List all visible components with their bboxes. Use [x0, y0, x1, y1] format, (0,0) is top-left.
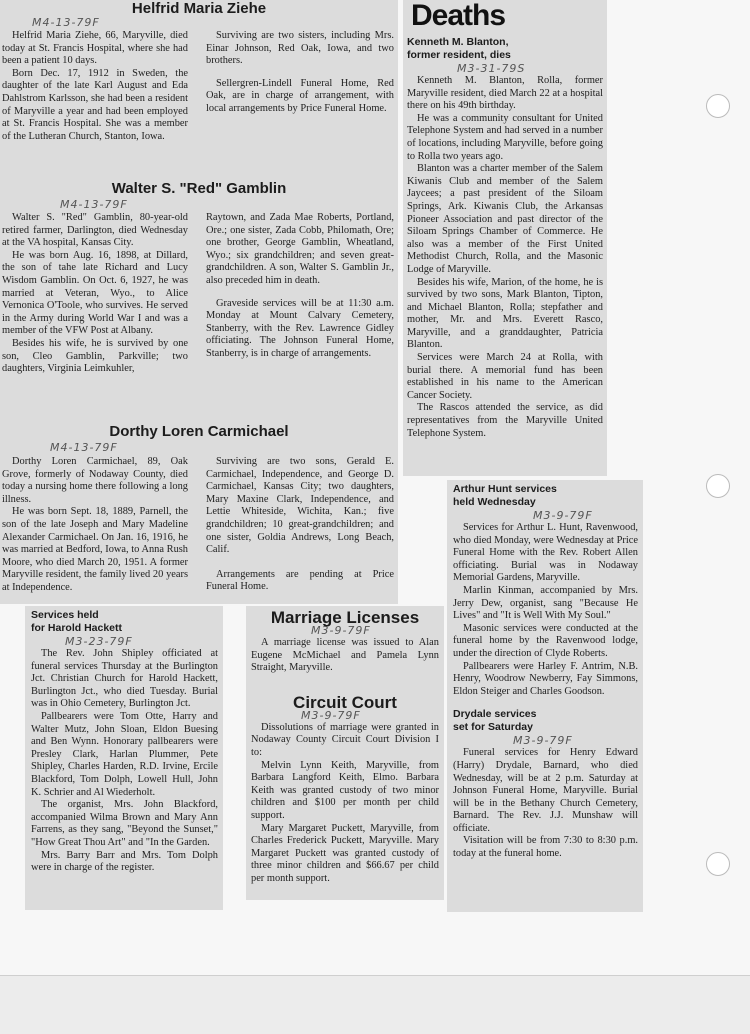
ziehe-right-column — [206, 30, 394, 116]
binder-hole-top — [706, 94, 730, 118]
gamblin-paragraph: Raytown, and Zada Mae Roberts, Portland, Ore.; one sister, Zada Cobb, Philomath, Ore; one brother, George Gamblin, Wheatland, Wyo.; six grandchildren; and seven great-grandchildren. A son, Walter S. Gamblin Jr., also preceded him in death. — [206, 212, 394, 286]
gamblin-paragraph: Walter S. "Red" Gamblin, 80-year-old retired farmer, Darlington, died Wednesday at the VA hospital, Kansas City. — [2, 212, 188, 249]
hackett-paragraph: Pallbearers were Tom Otte, Harry and Walter Mutz, John Sloan, Eldon Buesing and Ben Wynn. Honorary pallbearers were Presley Clark, Harlan Plummer, Pete Shipley, Charles Harden, R.D. Irvine, Ercile Blackford, Tom Dolph, Lowell Hull, John K. Schrier and Al Wiederholt. — [31, 710, 218, 798]
blanton-paragraph: Blanton was a charter member of the Salem Kiwanis Club and member of the Salem Jaycees; a past president of the Siloam Springs, Ark. Kiwanis Club, the Arkansas Pioneer Association and past director of the Siloam Springs Chamber of Commerce. He also was a member of the First United Methodist Church, Rolla, and the Masonic Lodge of Maryville. — [407, 163, 603, 275]
drydale-subhead-line-1: Drydale services — [453, 708, 537, 721]
carmichael-headline: Dorthy Loren Carmichael — [109, 423, 289, 440]
gamblin-paragraph: Besides his wife, he is survived by one son, Cleo Gamblin, Parkville; two daughters, Virginia Leimkuhler, — [2, 337, 188, 375]
hackett-subhead-line-1: Services held — [31, 609, 99, 621]
gamblin-handwritten-note: M4-13-79F — [60, 198, 128, 211]
ziehe-headline: Helfrid Maria Ziehe — [131, 0, 267, 17]
blanton-handwritten-note: M3-31-79S — [457, 62, 526, 75]
gamblin-paragraph: He was born Aug. 16, 1898, at Dillard, the son of tahe late Richard and Lucy Wisdom Gamblin. On Oct. 6, 1927, he was married at Veteran, Wyo., to Alice Vernonica O'Toole, who survives. He served in the Army during World War I and was a member of the VFW Post at Albany. — [2, 249, 188, 337]
carmichael-paragraph: Arrangements are pending at Price Funeral Home. — [206, 568, 394, 593]
blanton-paragraph: Services were March 24 at Rolla, with burial there. A memorial fund has been established in his name to the American Cancer Society. — [407, 352, 603, 401]
hackett-handwritten-note: M3-23-79F — [65, 635, 133, 648]
blanton-subhead-line-1: Kenneth M. Blanton, — [407, 36, 509, 48]
deaths-clipping — [403, 0, 607, 476]
drydale-paragraph: Visitation will be from 7:30 to 8:30 p.m. today at the funeral home. — [453, 835, 638, 860]
carmichael-paragraph: Dorthy Loren Carmichael, 89, Oak Grove, formerly of Nodaway County, died today a nursing home there following a long illness. — [2, 456, 188, 505]
blanton-paragraph: He was a community consultant for United Telephone System and had served in a number of locations, including Maryville, before going to Rolla two years ago. — [407, 112, 603, 162]
blanton-paragraph: The Rascos attended the service, as did representatives from the Maryville United Telephone System. — [407, 402, 603, 439]
ziehe-paragraph: Sellergren-Lindell Funeral Home, Red Oak, are in charge of arrangement, with local arrangements by Price Funeral Home. — [206, 77, 394, 114]
marriage-circuit-clipping — [246, 606, 444, 900]
marriage-handwritten-note: M3-9-79F — [311, 624, 371, 637]
gamblin-right-column — [206, 212, 394, 361]
carmichael-handwritten-note: M4-13-79F — [50, 441, 118, 454]
circuit-paragraph: Mary Margaret Puckett, Maryville, from Charles Frederick Puckett, Maryville. Mary Margaret Puckett was granted custody of three minor children and $66.67 per child per month support. — [251, 822, 439, 884]
gamblin-headline: Walter S. "Red" Gamblin — [111, 180, 287, 197]
binder-hole-middle — [706, 474, 730, 498]
blanton-paragraph: Besides his wife, Marion, of the home, he is survived by two sons, Mark Blanton, Tipton, and Michael Blanton, Rolla; stepfather and mother, Mr. and Mrs. Everett Rasco, Maryville, and a granddaughter, Patricia Blanton. — [407, 276, 603, 351]
carmichael-left-column — [2, 456, 188, 595]
page-bottom-margin — [0, 975, 750, 1034]
deaths-masthead: Deaths — [411, 0, 506, 32]
ziehe-paragraph: Surviving are two sisters, including Mrs. Einar Johnson, Red Oak, Iowa, and two brothers. — [206, 30, 394, 67]
circuit-paragraph: Melvin Lynn Keith, Maryville, from Barbara Langford Keith, Elmo. Barbara Keith was granted custody of two minor children and $100 per month per child support. — [251, 759, 439, 821]
drydale-handwritten-note: M3-9-79F — [513, 734, 573, 748]
carmichael-paragraph: He was born Sept. 18, 1889, Parnell, the son of the late Joseph and Mary Madeline Alexander Carmichael. On Jan. 16, 1916, he was married at Bedford, Iowa, to Anna Rush Moore, who died March 20, 1951. A former Maryville resident, the family lived 20 years at Independence. — [2, 506, 188, 593]
hunt-drydale-clipping — [447, 480, 643, 912]
hackett-paragraph: The Rev. John Shipley officiated at funeral services Thursday at the Burlington Jct. Christian Church for Harold Hackett, Burlington Jct., who died Tuesday. Burial was in Ohio Cemetery, Burlington Jct. — [31, 648, 218, 710]
gamblin-left-column — [2, 212, 188, 376]
hunt-paragraph: Pallbearers were Harley F. Antrim, N.B. Henry, Woodrow Newberry, Fay Simmons, Eldon Steiger and Charles Goodson. — [453, 660, 638, 697]
blanton-paragraph: Kenneth M. Blanton, Rolla, former Maryville resident, died March 22 at a hospital there on his 49th birthday. — [407, 75, 603, 112]
marriage-paragraph: A marriage license was issued to Alan Eugene McMichael and Pamela Lynn Straight, Maryville. — [251, 637, 439, 674]
gamblin-paragraph: Graveside services will be at 11:30 a.m. Monday at Mount Calvary Cemetery, Stanberry, with the Rev. Lawrence Gidley officiating. The Johnson Funeral Home, Stanberry, is in charge of arrangements. — [206, 297, 394, 359]
binder-hole-bottom — [706, 852, 730, 876]
ziehe-left-column — [2, 30, 188, 143]
circuit-court-headline: Circuit Court — [293, 692, 397, 712]
drydale-subhead-line-2: set for Saturday — [453, 721, 533, 734]
marriage-licenses-headline: Marriage Licenses — [270, 608, 420, 627]
ziehe-handwritten-note: M4-13-79F — [32, 16, 100, 29]
circuit-paragraph: Dissolutions of marriage were granted in Nodaway County Circuit Court Division I to: — [251, 721, 439, 758]
hackett-paragraph: The organist, Mrs. John Blackford, accompanied Wilma Brown and Mary Ann Farrens, as they sang, "Beyond the Sunset," "How Great Thou Art" and "In the Garden. — [31, 799, 218, 848]
hackett-clipping — [25, 606, 223, 910]
drydale-paragraph: Funeral services for Henry Edward (Harry) Drydale, Barnard, who died Wednesday, will be at 2 p.m. Saturday at Johnson Funeral Home, Maryville. Burial will be in the Bethany Church Cemetery, Barnard. The Rev. J.J. Munshaw will officiate. — [453, 747, 638, 834]
hunt-subhead-line-1: Arthur Hunt services — [453, 483, 557, 495]
obituary-clipping-main — [0, 0, 398, 604]
hunt-paragraph: Masonic services were conducted at the funeral home by the Ravenwood lodge, under the direction of Clyde Roberts. — [453, 622, 638, 659]
ziehe-paragraph: Helfrid Maria Ziehe, 66, Maryville, died today at St. Francis Hospital, where she had been a patient 10 days. — [2, 30, 188, 67]
carmichael-right-column — [206, 456, 394, 594]
hackett-paragraph: Mrs. Barry Barr and Mrs. Tom Dolph were in charge of the register. — [31, 849, 218, 874]
ziehe-paragraph: Born Dec. 17, 1912 in Sweden, the daughter of the late Karl August and Eda Dahlstrom Karlsson, she had been a resident of Maryville a year and had been employed at St. Francis Hospital. She was a member of the Lutheran Church, Stanton, Iowa. — [2, 67, 188, 142]
hunt-handwritten-note: M3-9-79F — [533, 509, 593, 522]
blanton-subhead-line-2: former resident, dies — [407, 49, 511, 61]
carmichael-paragraph: Surviving are two sons, Gerald E. Carmichael, Independence, and George D. Carmichael, Kansas City; two daughters, Mary Maxine Clark, Independence, and Lettie Whiteside, Wichita, Kan.; five grandchildren; 10 great-grandchildren; and one sister, Goldia Andrews, Long Beach, Calif. — [206, 456, 394, 556]
hunt-paragraph: Services for Arthur L. Hunt, Ravenwood, who died Monday, were Wednesday at Price Funeral Home with the Rev. Robert Allen officiating. Burial was in Nodaway Memorial Gardens, Maryville. — [453, 522, 638, 584]
hunt-subhead-line-2: held Wednesday — [453, 496, 536, 508]
hackett-subhead-line-2: for Harold Hackett — [31, 622, 123, 634]
circuit-handwritten-note: M3-9-79F — [301, 708, 361, 722]
hunt-paragraph: Marlin Kinman, accompanied by Mrs. Jerry Dew, organist, sang "Because He Lives" and "It is Well With My Soul." — [453, 584, 638, 622]
